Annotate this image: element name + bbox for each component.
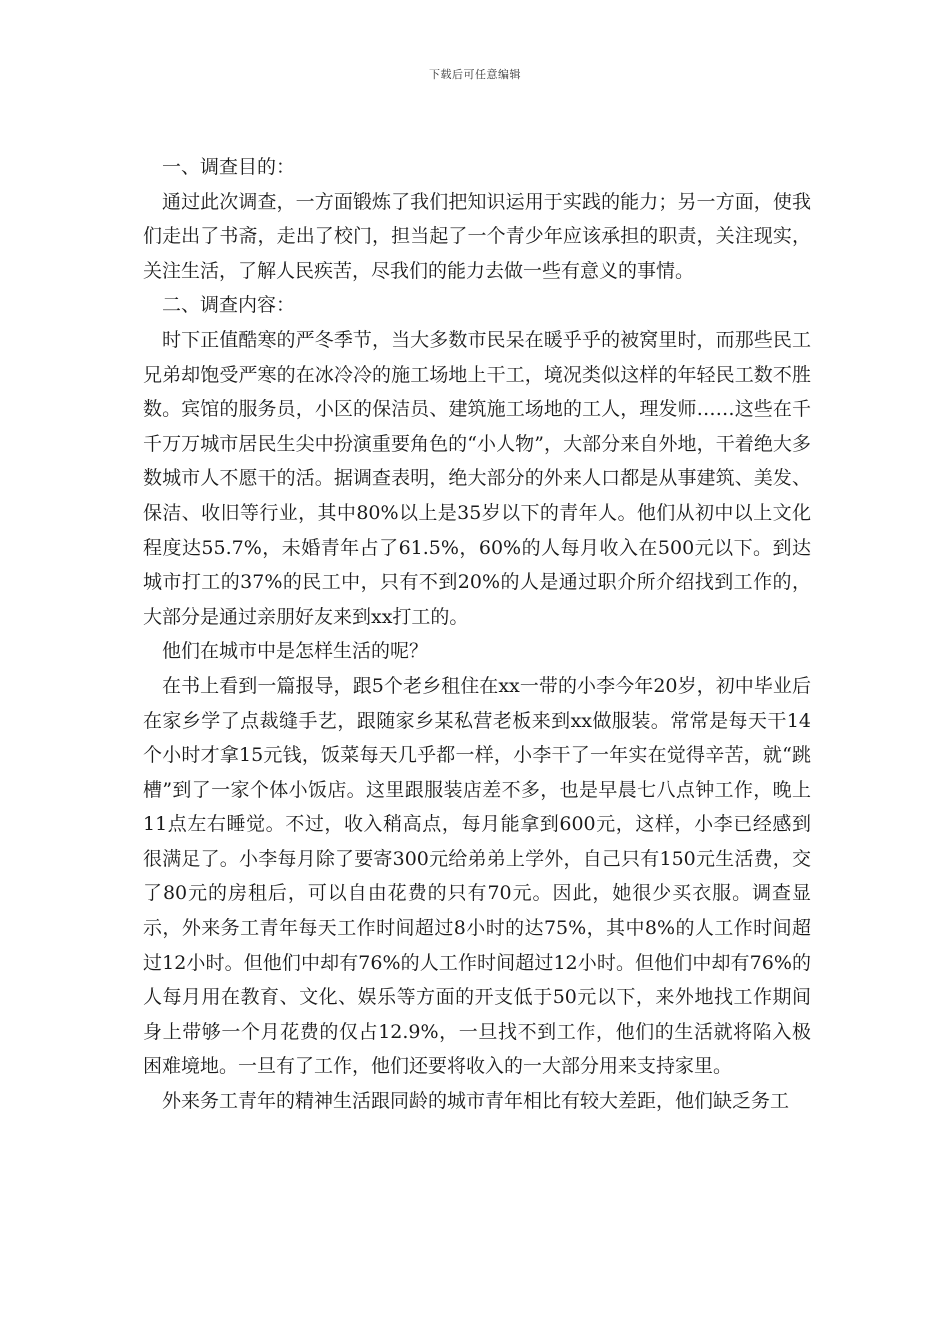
section-heading-content: 二、调查内容： xyxy=(162,294,296,317)
page-header: 下载后可任意编辑 xyxy=(429,68,521,81)
paragraph-migrant-workers: 时下正值酷寒的严冬季节，当大多数市民呆在暖乎乎的被窝里时，而那些民工兄弟却饱受严寒的在冰冷冷的施工场地上干工，境况类似这样的年轻民工数不胜数。宾馆的服务员，小区的保洁员、建筑施工场地的工人，理发师……这些在千千万万城市居民生尖中扮演重要角色的“小人物”，大部分来自外地，干着绝大多数城市人不愿干的活。据调查表明，绝大部分的外来人口都是从事建筑、美发、保洁、收旧等行业，其中80%以上是35岁以下的青年人。他们从初中以上文化程度达55.7%，未婚青年占了61.5%，60%的人每月收入在500元以下。到达城市打工的37%的民工中，只有不到20%的人是通过职介所介绍找到工作的，大部分是通过亲朋好友来到xx打工的。 xyxy=(143,328,811,628)
paragraph-purpose: 通过此次调查，一方面锻炼了我们把知识运用于实践的能力；另一方面，使我们走出了书斋，走出了校门，担当起了一个青少年应该承担的职责，关注现实，关注生活，了解人民疾苦，尽我们的能力去做一些有意义的事情。 xyxy=(143,190,811,282)
paragraph-question: 他们在城市中是怎样生活的呢？ xyxy=(162,640,429,663)
document-body xyxy=(143,150,811,1119)
section-heading-purpose: 一、调查目的： xyxy=(162,156,296,178)
paragraph-xiaoli-story: 在书上看到一篇报导，跟5个老乡租住在xx一带的小李今年20岁，初中毕业后在家乡学了点裁缝手艺，跟随家乡某私营老板来到xx做服装。常常是每天干14个小时才拿15元钱，饭菜每天几乎都一样，小李干了一年实在觉得辛苦，就“跳槽”到了一家个体小饭店。这里跟服装店差不多，也是早晨七八点钟工作，晚上11点左右睡觉。不过，收入稍高点，每月能拿到600元，这样，小李已经感到很满足了。小李每月除了要寄300元给弟弟上学外，自己只有150元生活费，交了80元的房租后，可以自由花费的只有70元。因此，她很少买衣服。调查显示，外来务工青年每天工作时间超过8小时的达75%，其中8%的人工作时间超过12小时。但他们中却有76%的人工作时间超过12小时。但他们中却有76%的人每月用在教育、文化、娱乐等方面的开支低于50元以下，来外地找工作期间身上带够一个月花费的仅占12.9%，一旦找不到工作，他们的生活就将陷入极困难境地。一旦有了工作，他们还要将收入的一大部分用来支持家里。 xyxy=(143,674,811,1078)
paragraph-spiritual-life: 外来务工青年的精神生活跟同龄的城市青年相比有较大差距，他们缺乏务工 xyxy=(162,1090,790,1113)
